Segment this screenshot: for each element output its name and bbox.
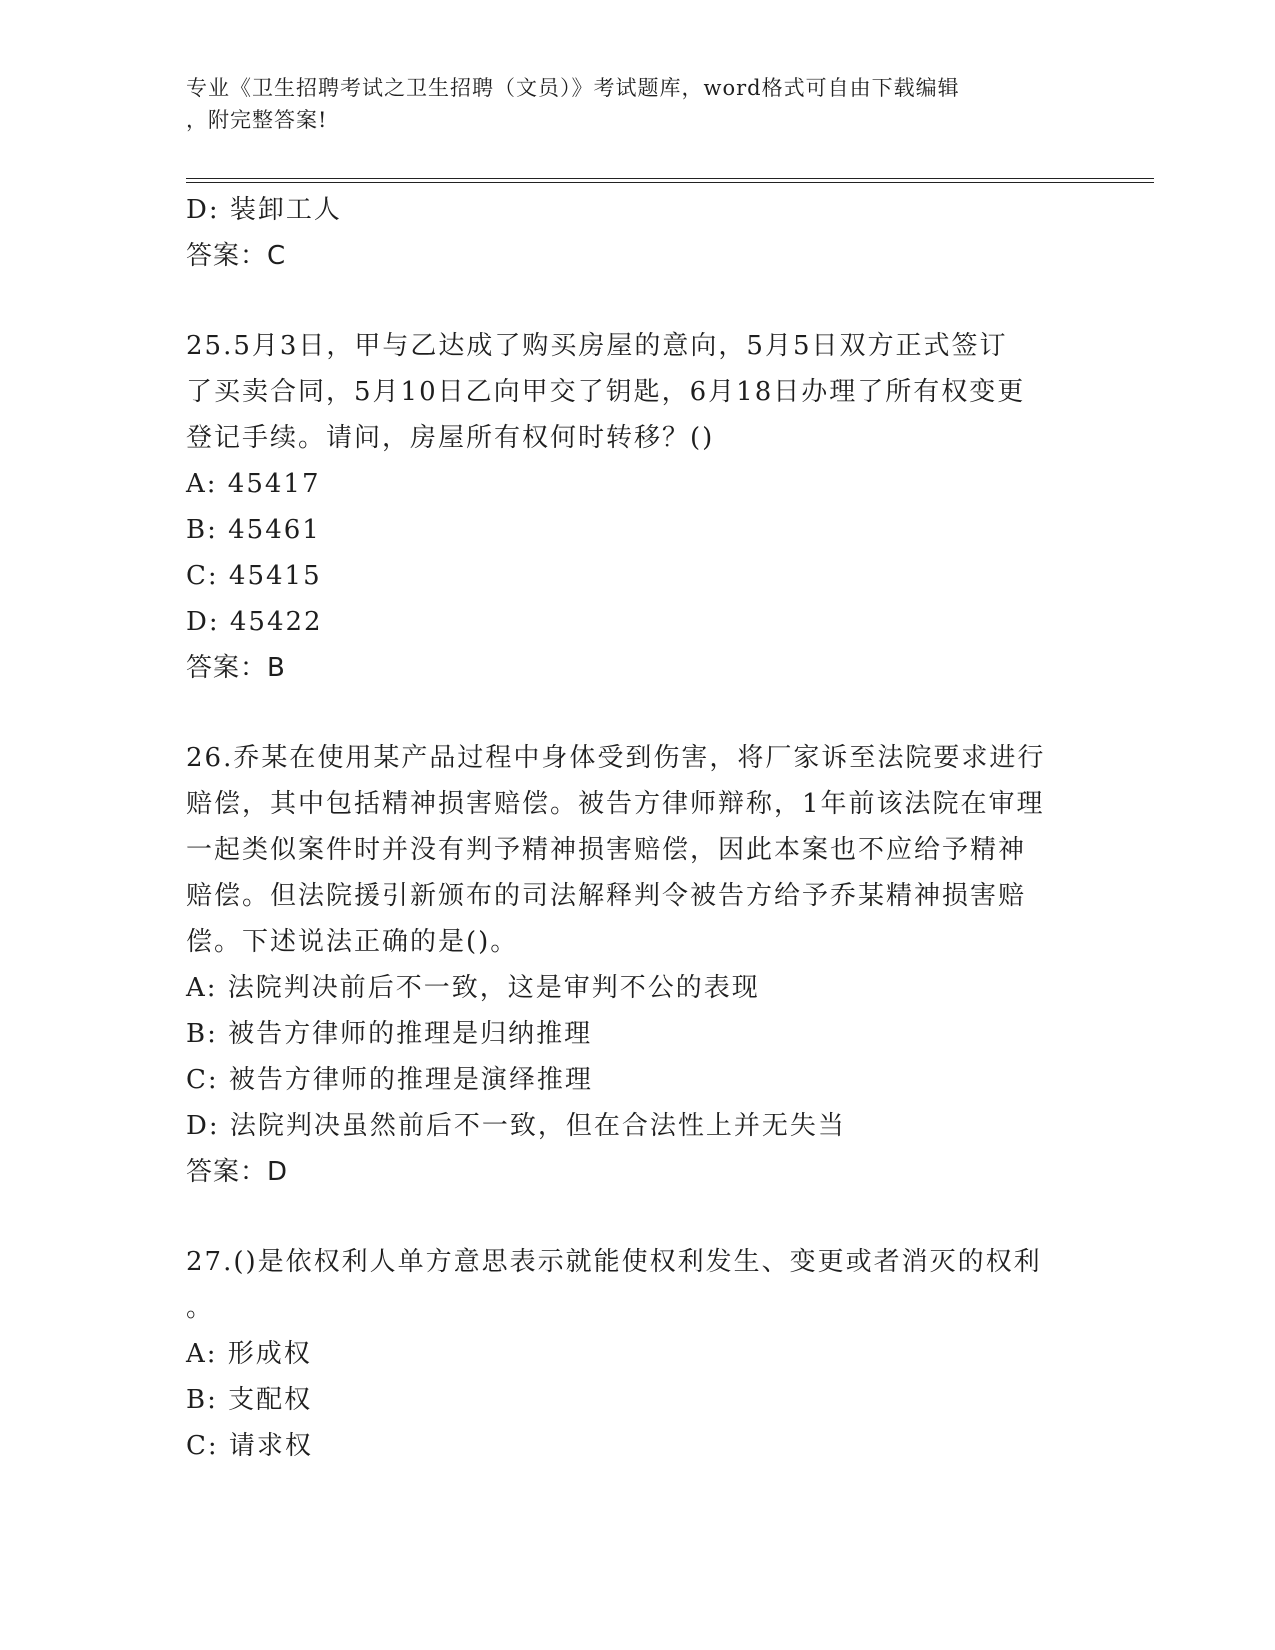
question-text-line: 赔偿。但法院援引新颁布的司法解释判令被告方给予乔某精神损害赔 [186, 881, 1027, 911]
option-c: C: 45415 [186, 561, 322, 591]
question-text-line: 。 [186, 1293, 215, 1323]
question-25 [186, 323, 1086, 691]
option-b: B: 支配权 [186, 1385, 313, 1415]
question-text-line: 偿。下述说法正确的是()。 [186, 927, 519, 957]
question-text-line: 登记手续。请问，房屋所有权何时转移？() [186, 423, 715, 453]
answer-line: 答案：D [186, 1157, 289, 1187]
option-a: A: 形成权 [186, 1339, 312, 1369]
previous-question-tail [186, 187, 1086, 279]
question-text-line: 了买卖合同，5月10日乙向甲交了钥匙，6月18日办理了所有权变更 [186, 377, 1026, 407]
question-list [186, 187, 1086, 1469]
option-c: C: 被告方律师的推理是演绎推理 [186, 1065, 593, 1095]
option-b: B: 被告方律师的推理是归纳推理 [186, 1019, 593, 1049]
option-d: D: 装卸工人 [186, 195, 342, 225]
question-text-line: 一起类似案件时并没有判予精神损害赔偿，因此本案也不应给予精神 [186, 835, 1027, 865]
option-d: D: 法院判决虽然前后不一致，但在合法性上并无失当 [186, 1111, 846, 1141]
answer-line: 答案：C [186, 241, 287, 271]
question-text-line: 27.()是依权利人单方意思表示就能使权利发生、变更或者消灭的权利 [186, 1247, 1042, 1277]
option-d: D: 45422 [186, 607, 323, 637]
question-27 [186, 1239, 1086, 1469]
question-text-line: 26.乔某在使用某产品过程中身体受到伤害，将厂家诉至法院要求进行 [186, 743, 1046, 773]
option-a: A: 45417 [186, 469, 321, 499]
header-line-2: ，附完整答案! [186, 108, 328, 132]
question-text-line: 25.5月3日，甲与乙达成了购买房屋的意向，5月5日双方正式签订 [186, 331, 1008, 361]
header-divider-top [186, 178, 1154, 179]
page-header [186, 72, 1076, 136]
question-26 [186, 735, 1086, 1195]
option-a: A: 法院判决前后不一致，这是审判不公的表现 [186, 973, 760, 1003]
answer-line: 答案：B [186, 653, 286, 683]
header-line-1: 专业《卫生招聘考试之卫生招聘（文员）》考试题库，word格式可自由下载编辑 [186, 76, 960, 100]
header-divider-bottom [186, 182, 1154, 183]
option-b: B: 45461 [186, 515, 321, 545]
question-text-line: 赔偿，其中包括精神损害赔偿。被告方律师辩称，1年前该法院在审理 [186, 789, 1045, 819]
option-c: C: 请求权 [186, 1431, 313, 1461]
